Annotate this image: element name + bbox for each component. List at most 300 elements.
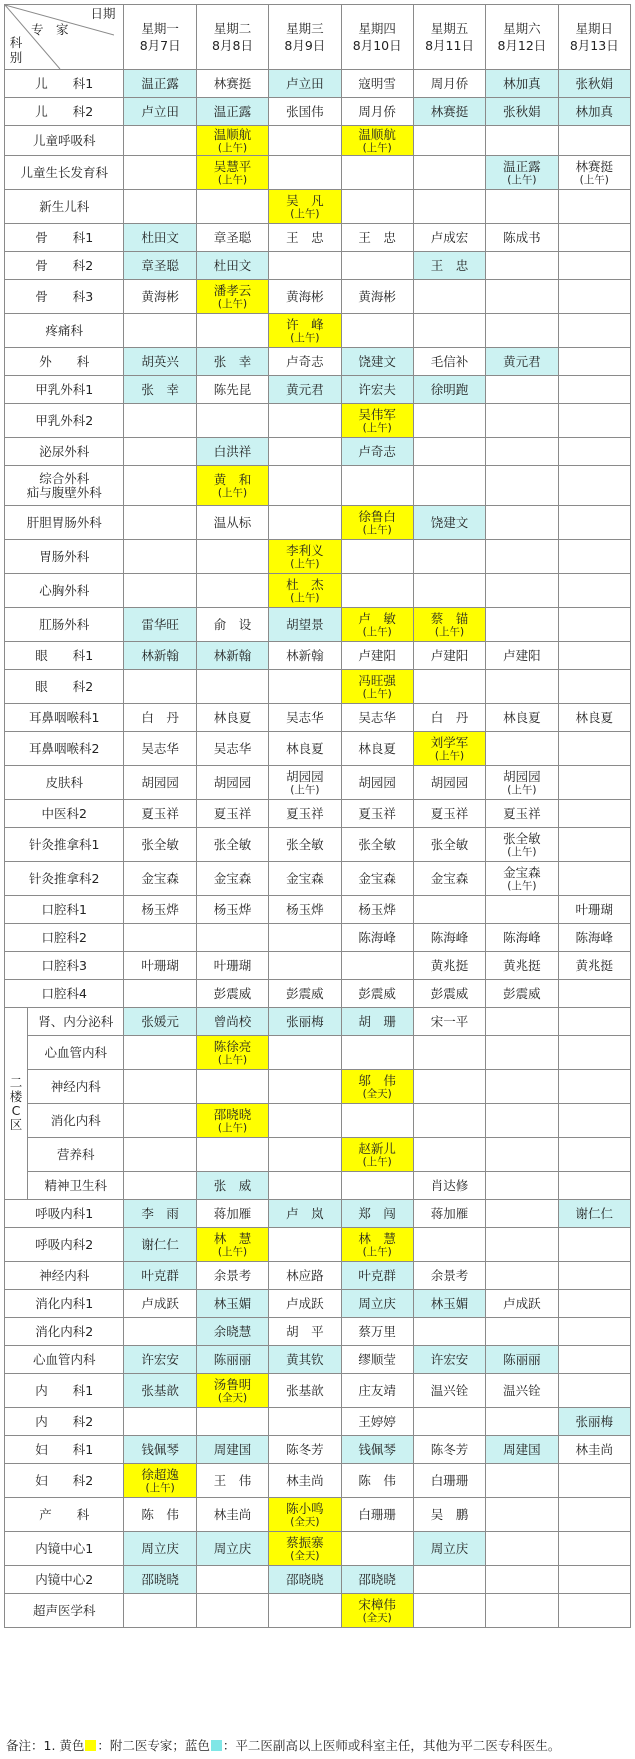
doctor-cell — [196, 704, 268, 732]
doctor-cell — [341, 438, 413, 466]
session-label: (上午) — [434, 749, 465, 762]
session-label: (上午) — [217, 141, 248, 154]
schedule-row — [5, 670, 631, 704]
session-label: (全天) — [290, 1549, 320, 1562]
doctor-name: 钱佩琴 — [358, 1441, 396, 1457]
doctor-cell — [124, 980, 196, 1008]
doctor-cell — [196, 404, 268, 438]
doctor-cell — [269, 800, 341, 828]
doctor-cell — [196, 1532, 268, 1566]
doctor-cell — [558, 224, 630, 252]
dept-name: 消化内科1 — [5, 1290, 124, 1318]
doctor-name: 吴志华 — [358, 709, 396, 725]
doctor-cell — [486, 732, 558, 766]
doctor-cell — [341, 376, 413, 404]
footnote-mid: ：附二医专家；蓝色 — [97, 1738, 210, 1753]
doctor-cell — [341, 924, 413, 952]
doctor-cell — [196, 190, 268, 224]
doctor-cell — [124, 608, 196, 642]
session-label: (上午) — [290, 783, 320, 796]
doctor-name: 陈小鸣 — [286, 1500, 324, 1516]
doctor-name: 王婷婷 — [358, 1413, 396, 1429]
doctor-cell — [196, 438, 268, 466]
doctor-name: 陈 伟 — [141, 1506, 179, 1522]
doctor-name: 张丽梅 — [286, 1013, 324, 1029]
dept-name: 儿童生长发育科 — [5, 156, 124, 190]
dept-name: 耳鼻咽喉科1 — [5, 704, 124, 732]
header-row — [5, 5, 631, 70]
doctor-cell — [341, 1346, 413, 1374]
doctor-cell — [413, 1070, 485, 1104]
doctor-cell — [269, 1172, 341, 1200]
doctor-cell — [196, 1374, 268, 1408]
doctor-name: 白 丹 — [430, 709, 469, 725]
doctor-name: 林圭尚 — [213, 1506, 252, 1522]
doctor-cell — [558, 1036, 630, 1070]
dept-name: 妇 科1 — [5, 1436, 124, 1464]
doctor-name: 林圭尚 — [575, 1441, 614, 1457]
dept-name: 口腔科3 — [5, 952, 124, 980]
doctor-cell — [341, 1318, 413, 1346]
schedule-row — [5, 224, 631, 252]
session-label: (上午) — [362, 687, 392, 700]
doctor-cell — [196, 1318, 268, 1346]
doctor-cell — [269, 1262, 341, 1290]
doctor-cell — [124, 1498, 196, 1532]
doctor-cell — [124, 190, 196, 224]
doctor-name: 黄其钦 — [286, 1351, 324, 1367]
doctor-cell — [558, 376, 630, 404]
doctor-cell — [196, 70, 268, 98]
doctor-cell — [486, 314, 558, 348]
doctor-cell — [196, 376, 268, 404]
doctor-name: 胡望景 — [286, 616, 324, 632]
doctor-cell — [413, 642, 485, 670]
doctor-cell — [413, 896, 485, 924]
doctor-name: 温顺航 — [213, 126, 252, 142]
doctor-cell — [269, 1594, 341, 1628]
schedule-row — [5, 280, 631, 314]
doctor-cell — [196, 506, 268, 540]
session-label: (上午) — [507, 173, 537, 186]
schedule-row — [5, 704, 631, 732]
doctor-cell — [413, 1408, 485, 1436]
doctor-cell — [558, 766, 630, 800]
doctor-cell — [413, 1318, 485, 1346]
schedule-row — [5, 1262, 631, 1290]
doctor-cell — [413, 924, 485, 952]
doctor-cell — [486, 1408, 558, 1436]
doctor-cell — [413, 1172, 485, 1200]
doctor-name: 吴伟军 — [358, 406, 396, 422]
session-label: (上午) — [362, 523, 392, 536]
doctor-cell — [341, 1070, 413, 1104]
doctor-name: 白珊珊 — [430, 1472, 469, 1488]
dept-name: 消化内科2 — [5, 1318, 124, 1346]
doctor-name: 金宝森 — [430, 870, 469, 886]
doctor-name: 周月侨 — [358, 103, 396, 119]
doctor-cell — [124, 348, 196, 376]
doctor-name: 夏玉祥 — [503, 805, 541, 821]
doctor-cell — [558, 704, 630, 732]
doctor-cell — [341, 98, 413, 126]
doctor-name: 李利义 — [286, 542, 324, 558]
dept-name: 儿 科2 — [5, 98, 124, 126]
doctor-name: 林 慧 — [213, 1230, 252, 1246]
doctor-cell — [413, 574, 485, 608]
doctor-cell — [413, 670, 485, 704]
doctor-cell — [558, 980, 630, 1008]
doctor-name: 卢奇志 — [358, 443, 396, 459]
schedule-row — [5, 574, 631, 608]
doctor-cell — [124, 280, 196, 314]
corner-expert-label: 专 家 — [31, 22, 69, 37]
footnote-suffix: ：平二医副高以上医师或科室主任，其他为平二医专科医生。 — [222, 1738, 561, 1753]
doctor-name: 林 慧 — [358, 1230, 396, 1246]
dept-name: 眼 科1 — [5, 642, 124, 670]
doctor-cell — [486, 1346, 558, 1374]
doctor-name: 杜田文 — [213, 257, 252, 273]
doctor-name: 陈海峰 — [358, 929, 396, 945]
doctor-cell — [124, 506, 196, 540]
doctor-name: 卢奇志 — [286, 353, 324, 369]
dept-name: 疼痛科 — [5, 314, 124, 348]
doctor-cell — [413, 732, 485, 766]
doctor-cell — [124, 1036, 196, 1070]
doctor-name: 王 忠 — [430, 257, 469, 273]
doctor-cell — [124, 1070, 196, 1104]
doctor-name: 林良夏 — [503, 709, 541, 725]
day-header — [558, 5, 630, 70]
doctor-name: 卢建阳 — [430, 647, 469, 663]
doctor-name: 金宝森 — [286, 870, 324, 886]
doctor-name: 胡 珊 — [358, 1013, 396, 1029]
doctor-cell — [558, 1070, 630, 1104]
doctor-cell — [196, 862, 268, 896]
doctor-cell — [558, 1464, 630, 1498]
doctor-cell — [341, 1594, 413, 1628]
doctor-name: 陈冬芳 — [286, 1441, 324, 1457]
doctor-name: 叶克群 — [358, 1267, 396, 1283]
doctor-name: 温正露 — [141, 75, 179, 91]
dept-name: 中医科2 — [5, 800, 124, 828]
doctor-cell — [558, 732, 630, 766]
schedule-row — [5, 1532, 631, 1566]
doctor-name: 叶克群 — [141, 1267, 179, 1283]
doctor-cell — [486, 980, 558, 1008]
day-header — [196, 5, 268, 70]
doctor-cell — [486, 348, 558, 376]
doctor-cell — [341, 862, 413, 896]
doctor-cell — [124, 1464, 196, 1498]
weekday: 星期五 — [430, 21, 469, 36]
dept-name: 甲乳外科1 — [5, 376, 124, 404]
doctor-name: 陈海峰 — [503, 929, 541, 945]
doctor-name: 张国伟 — [286, 103, 324, 119]
doctor-name: 俞 设 — [213, 616, 252, 632]
doctor-cell — [269, 190, 341, 224]
doctor-name: 黄海彬 — [286, 288, 324, 304]
doctor-name: 彭震威 — [430, 985, 469, 1001]
doctor-name: 吴 鹏 — [430, 1506, 469, 1522]
doctor-cell — [341, 670, 413, 704]
doctor-cell — [196, 280, 268, 314]
doctor-name: 蒋加雁 — [430, 1205, 469, 1221]
session-label: (上午) — [217, 486, 248, 499]
doctor-cell — [413, 980, 485, 1008]
doctor-name: 金宝森 — [213, 870, 252, 886]
dept-name: 内镜中心1 — [5, 1532, 124, 1566]
schedule-row — [5, 952, 631, 980]
doctor-cell — [269, 1070, 341, 1104]
doctor-cell — [196, 896, 268, 924]
doctor-name: 张全敏 — [358, 836, 396, 852]
doctor-cell — [124, 1104, 196, 1138]
doctor-cell — [486, 896, 558, 924]
doctor-cell — [341, 1172, 413, 1200]
doctor-name: 卢建阳 — [358, 647, 396, 663]
doctor-cell — [413, 466, 485, 506]
doctor-name: 周立庆 — [430, 1540, 469, 1556]
doctor-cell — [124, 252, 196, 280]
schedule-row — [5, 924, 631, 952]
doctor-cell — [341, 1436, 413, 1464]
doctor-cell — [413, 190, 485, 224]
schedule-row — [5, 438, 631, 466]
doctor-cell — [558, 98, 630, 126]
doctor-name: 卢建阳 — [503, 647, 541, 663]
doctor-name: 蔡振寨 — [286, 1534, 324, 1550]
doctor-cell — [269, 1008, 341, 1036]
doctor-cell — [558, 1228, 630, 1262]
dept-name: 耳鼻咽喉科2 — [5, 732, 124, 766]
doctor-cell — [196, 732, 268, 766]
doctor-cell — [196, 1036, 268, 1070]
schedule-row — [5, 98, 631, 126]
doctor-name: 邵晓晓 — [141, 1571, 179, 1587]
schedule-row — [5, 896, 631, 924]
schedule-row — [5, 252, 631, 280]
dept-name: 口腔科2 — [5, 924, 124, 952]
schedule-row — [5, 540, 631, 574]
doctor-cell — [413, 126, 485, 156]
doctor-cell — [413, 1566, 485, 1594]
doctor-name: 邬 伟 — [358, 1072, 396, 1088]
schedule-row — [5, 608, 631, 642]
doctor-cell — [341, 766, 413, 800]
dept-name: 新生儿科 — [5, 190, 124, 224]
doctor-cell — [269, 670, 341, 704]
schedule-row — [5, 466, 631, 506]
doctor-name: 黄兆挺 — [430, 957, 469, 973]
doctor-name: 宋樟伟 — [358, 1596, 396, 1612]
doctor-name: 温兴铨 — [430, 1382, 469, 1398]
doctor-name: 周立庆 — [141, 1540, 179, 1556]
doctor-name: 许宏安 — [430, 1351, 469, 1367]
blue-swatch-icon — [211, 1740, 222, 1751]
doctor-cell — [486, 1532, 558, 1566]
doctor-name: 曾尚校 — [213, 1013, 252, 1029]
doctor-cell — [341, 156, 413, 190]
doctor-cell — [341, 466, 413, 506]
schedule-row — [5, 1566, 631, 1594]
session-label: (全天) — [290, 1515, 320, 1528]
day-header — [341, 5, 413, 70]
doctor-name: 蔡万里 — [358, 1323, 396, 1339]
doctor-name: 邵晓晓 — [358, 1571, 396, 1587]
doctor-cell — [269, 642, 341, 670]
doctor-name: 邵晓晓 — [213, 1106, 252, 1122]
doctor-name: 胡园园 — [358, 774, 396, 790]
session-label: (上午) — [145, 1481, 175, 1494]
schedule-row — [5, 1408, 631, 1436]
doctor-cell — [486, 862, 558, 896]
doctor-name: 周月侨 — [430, 75, 469, 91]
doctor-cell — [124, 404, 196, 438]
schedule-page — [4, 4, 631, 1753]
doctor-cell — [413, 1262, 485, 1290]
doctor-cell — [341, 314, 413, 348]
doctor-name: 陈海峰 — [430, 929, 469, 945]
doctor-name: 卢立田 — [286, 75, 324, 91]
doctor-cell — [558, 1436, 630, 1464]
doctor-name: 林加真 — [575, 103, 614, 119]
doctor-cell — [196, 224, 268, 252]
doctor-name: 吴 凡 — [286, 192, 324, 208]
doctor-cell — [558, 126, 630, 156]
doctor-cell — [269, 1436, 341, 1464]
doctor-cell — [486, 1374, 558, 1408]
dept-name: 眼 科2 — [5, 670, 124, 704]
doctor-name: 毛信补 — [430, 353, 469, 369]
doctor-cell — [269, 828, 341, 862]
doctor-name: 许宏夫 — [358, 381, 396, 397]
session-label: (上午) — [362, 1245, 392, 1258]
doctor-name: 徐明跑 — [430, 381, 469, 397]
doctor-cell — [269, 1200, 341, 1228]
doctor-cell — [486, 1498, 558, 1532]
doctor-cell — [486, 376, 558, 404]
doctor-cell — [413, 862, 485, 896]
doctor-cell — [558, 828, 630, 862]
doctor-name: 林圭尚 — [286, 1472, 324, 1488]
doctor-cell — [413, 1008, 485, 1036]
doctor-cell — [558, 438, 630, 466]
schedule-row — [5, 1374, 631, 1408]
dept-name: 儿 科1 — [5, 70, 124, 98]
doctor-cell — [196, 952, 268, 980]
doctor-cell — [124, 732, 196, 766]
doctor-cell — [124, 156, 196, 190]
doctor-name: 林新翰 — [286, 647, 324, 663]
date: 8月7日 — [139, 38, 181, 53]
doctor-name: 夏玉祥 — [286, 805, 324, 821]
doctor-cell — [196, 540, 268, 574]
doctor-cell — [124, 1138, 196, 1172]
doctor-cell — [124, 1374, 196, 1408]
doctor-cell — [196, 1200, 268, 1228]
doctor-cell — [486, 1036, 558, 1070]
doctor-name: 林良夏 — [358, 740, 396, 756]
dept-name: 内镜中心2 — [5, 1566, 124, 1594]
day-header — [486, 5, 558, 70]
doctor-name: 徐鲁白 — [358, 508, 396, 524]
doctor-cell — [124, 540, 196, 574]
doctor-cell — [196, 126, 268, 156]
doctor-cell — [269, 1138, 341, 1172]
doctor-cell — [558, 1318, 630, 1346]
doctor-name: 李 雨 — [141, 1205, 179, 1221]
doctor-cell — [124, 438, 196, 466]
doctor-cell — [341, 980, 413, 1008]
weekday: 星期四 — [358, 21, 396, 36]
schedule-row — [5, 1436, 631, 1464]
doctor-name: 汤鲁明 — [213, 1376, 252, 1392]
doctor-cell — [341, 1464, 413, 1498]
doctor-name: 卢成跃 — [503, 1295, 541, 1311]
doctor-cell — [196, 1498, 268, 1532]
doctor-cell — [341, 732, 413, 766]
session-label: (上午) — [434, 625, 465, 638]
doctor-cell — [558, 642, 630, 670]
doctor-cell — [269, 1566, 341, 1594]
doctor-name: 金宝森 — [503, 864, 541, 880]
doctor-name: 缪顺莹 — [358, 1351, 396, 1367]
footnote — [6, 1736, 633, 1754]
dept-name: 营养科 — [28, 1138, 124, 1172]
schedule-row — [5, 1290, 631, 1318]
doctor-cell — [413, 314, 485, 348]
doctor-name: 蔡 锚 — [430, 610, 469, 626]
doctor-name: 白洪祥 — [213, 443, 252, 459]
doctor-cell — [413, 438, 485, 466]
doctor-name: 夏玉祥 — [358, 805, 396, 821]
doctor-name: 郑 闯 — [358, 1205, 396, 1221]
doctor-cell — [558, 896, 630, 924]
doctor-cell — [124, 1436, 196, 1464]
doctor-cell — [269, 574, 341, 608]
doctor-name: 叶珊瑚 — [575, 901, 614, 917]
doctor-cell — [269, 376, 341, 404]
doctor-cell — [269, 404, 341, 438]
doctor-cell — [196, 1464, 268, 1498]
schedule-row — [5, 506, 631, 540]
session-label: (上午) — [217, 297, 248, 310]
yellow-swatch-icon — [85, 1740, 96, 1751]
doctor-cell — [341, 574, 413, 608]
doctor-cell — [486, 574, 558, 608]
dept-name: 神经内科 — [28, 1070, 124, 1104]
doctor-cell — [196, 1594, 268, 1628]
doctor-name: 周建国 — [213, 1441, 252, 1457]
doctor-cell — [413, 506, 485, 540]
doctor-cell — [341, 1566, 413, 1594]
doctor-cell — [196, 1290, 268, 1318]
dept-name: 产 科 — [5, 1498, 124, 1532]
doctor-cell — [413, 252, 485, 280]
doctor-cell — [341, 828, 413, 862]
doctor-name: 陈 伟 — [358, 1472, 396, 1488]
doctor-name: 庄友靖 — [358, 1382, 396, 1398]
doctor-cell — [486, 1594, 558, 1628]
doctor-cell — [341, 952, 413, 980]
doctor-cell — [558, 1138, 630, 1172]
doctor-cell — [269, 896, 341, 924]
doctor-cell — [558, 1290, 630, 1318]
doctor-cell — [196, 252, 268, 280]
doctor-cell — [486, 70, 558, 98]
dept-name: 超声医学科 — [5, 1594, 124, 1628]
